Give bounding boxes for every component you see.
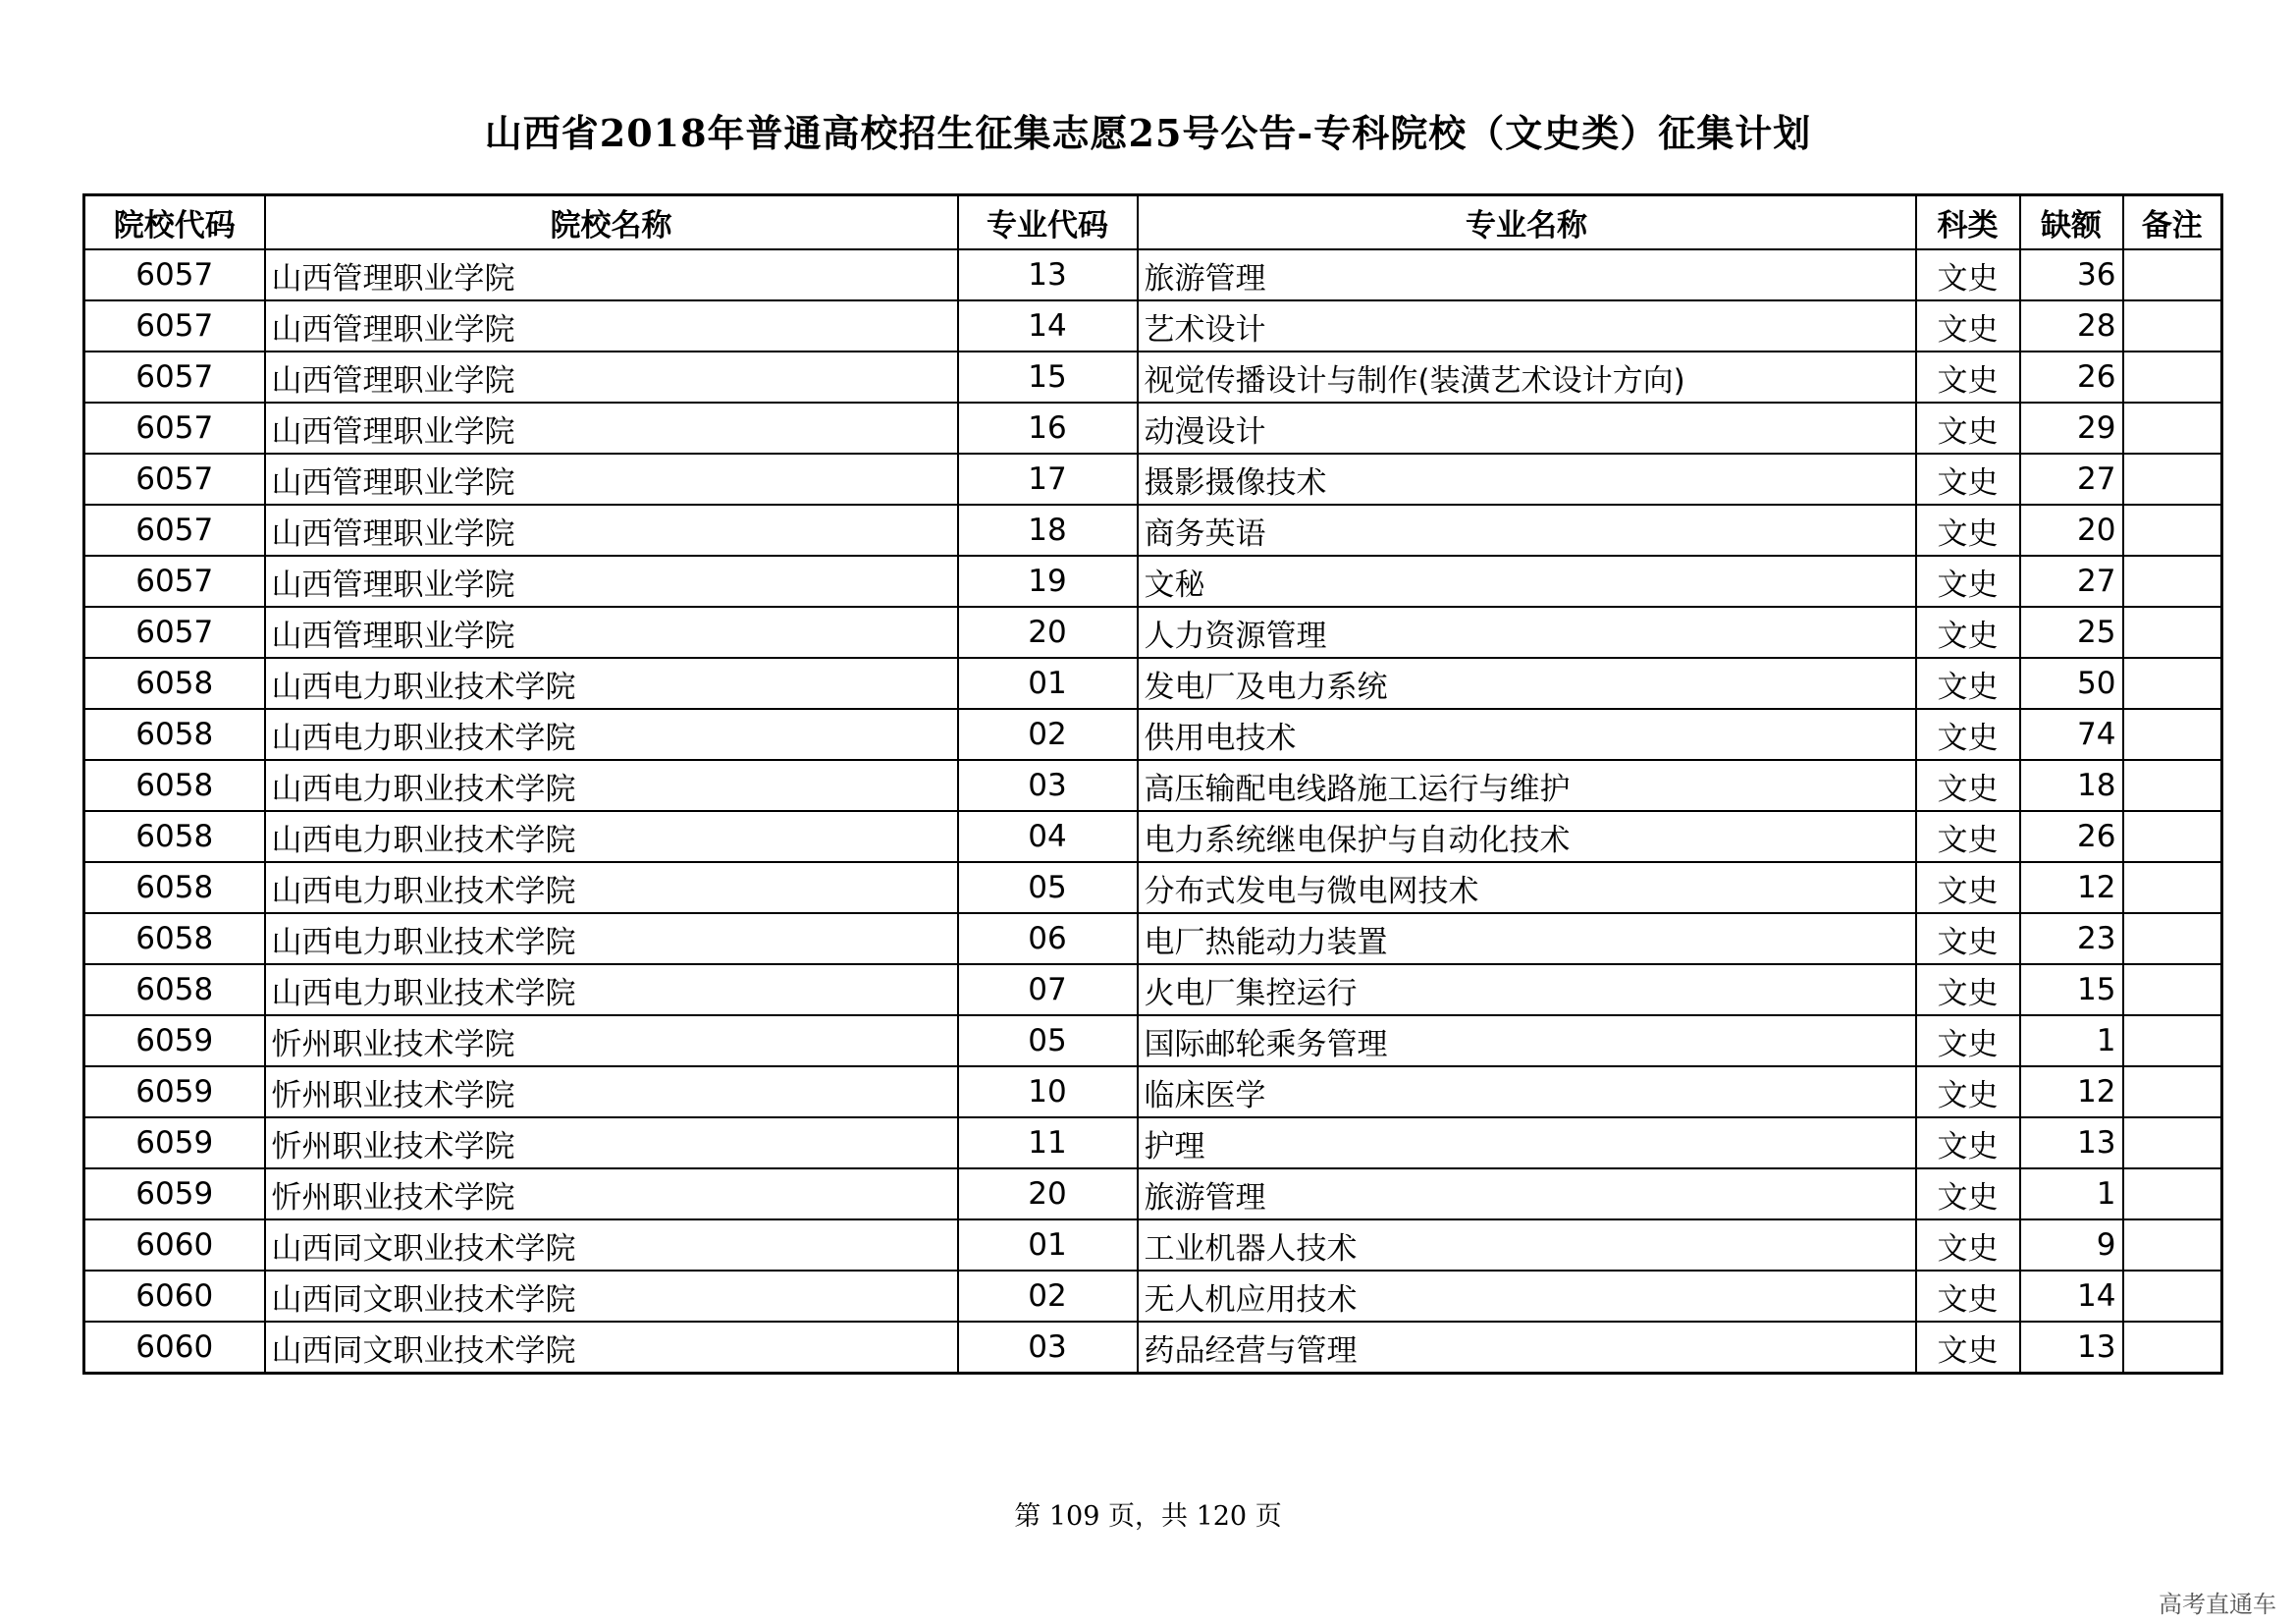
school-name-cell: 山西管理职业学院 (265, 352, 958, 403)
table-row (84, 1168, 2222, 1219)
school-code-cell: 6059 (84, 1168, 265, 1219)
major-code-cell: 01 (958, 658, 1138, 709)
school-code-cell: 6057 (84, 454, 265, 505)
remarks-cell (2123, 1322, 2222, 1374)
major-name-cell: 药品经营与管理 (1138, 1322, 1916, 1374)
major-name-cell: 护理 (1138, 1117, 1916, 1168)
school-code-cell: 6058 (84, 964, 265, 1015)
header-category: 科类 (1916, 195, 2020, 250)
table-body (84, 249, 2222, 1374)
remarks-cell (2123, 1219, 2222, 1271)
vacancy-cell: 15 (2020, 964, 2123, 1015)
category-cell: 文史 (1916, 862, 2020, 913)
major-name-cell: 电厂热能动力装置 (1138, 913, 1916, 964)
remarks-cell (2123, 760, 2222, 811)
major-name-cell: 电力系统继电保护与自动化技术 (1138, 811, 1916, 862)
table-row (84, 760, 2222, 811)
table-row (84, 1219, 2222, 1271)
school-name-cell: 山西管理职业学院 (265, 607, 958, 658)
major-code-cell: 03 (958, 1322, 1138, 1374)
table-row (84, 862, 2222, 913)
remarks-cell (2123, 352, 2222, 403)
school-name-cell: 山西电力职业技术学院 (265, 811, 958, 862)
major-code-cell: 07 (958, 964, 1138, 1015)
vacancy-cell: 25 (2020, 607, 2123, 658)
vacancy-cell: 13 (2020, 1322, 2123, 1374)
school-name-cell: 山西管理职业学院 (265, 249, 958, 300)
table-row (84, 658, 2222, 709)
school-code-cell: 6059 (84, 1117, 265, 1168)
major-name-cell: 视觉传播设计与制作(装潢艺术设计方向) (1138, 352, 1916, 403)
vacancy-cell: 27 (2020, 454, 2123, 505)
remarks-cell (2123, 964, 2222, 1015)
table-row (84, 1066, 2222, 1117)
table-row (84, 300, 2222, 352)
table-row (84, 1015, 2222, 1066)
major-name-cell: 文秘 (1138, 556, 1916, 607)
school-name-cell: 山西同文职业技术学院 (265, 1271, 958, 1322)
vacancy-cell: 12 (2020, 862, 2123, 913)
major-code-cell: 18 (958, 505, 1138, 556)
vacancy-cell: 74 (2020, 709, 2123, 760)
enrollment-plan-table (82, 193, 2223, 1375)
vacancy-cell: 36 (2020, 249, 2123, 300)
school-code-cell: 6060 (84, 1322, 265, 1374)
vacancy-cell: 20 (2020, 505, 2123, 556)
header-vacancy: 缺额 (2020, 195, 2123, 250)
major-name-cell: 动漫设计 (1138, 403, 1916, 454)
table-row (84, 1271, 2222, 1322)
vacancy-cell: 26 (2020, 811, 2123, 862)
remarks-cell (2123, 505, 2222, 556)
school-code-cell: 6057 (84, 403, 265, 454)
table-row (84, 403, 2222, 454)
school-name-cell: 山西管理职业学院 (265, 556, 958, 607)
school-name-cell: 山西电力职业技术学院 (265, 913, 958, 964)
school-name-cell: 山西管理职业学院 (265, 505, 958, 556)
school-code-cell: 6057 (84, 607, 265, 658)
school-name-cell: 忻州职业技术学院 (265, 1117, 958, 1168)
school-name-cell: 山西电力职业技术学院 (265, 964, 958, 1015)
table-header-row (84, 195, 2222, 250)
table-row (84, 249, 2222, 300)
category-cell: 文史 (1916, 1271, 2020, 1322)
school-name-cell: 山西管理职业学院 (265, 300, 958, 352)
major-code-cell: 04 (958, 811, 1138, 862)
school-name-cell: 忻州职业技术学院 (265, 1015, 958, 1066)
remarks-cell (2123, 556, 2222, 607)
major-code-cell: 05 (958, 862, 1138, 913)
remarks-cell (2123, 607, 2222, 658)
vacancy-cell: 23 (2020, 913, 2123, 964)
category-cell: 文史 (1916, 709, 2020, 760)
category-cell: 文史 (1916, 760, 2020, 811)
category-cell: 文史 (1916, 1322, 2020, 1374)
school-code-cell: 6059 (84, 1066, 265, 1117)
school-code-cell: 6057 (84, 505, 265, 556)
table-row (84, 913, 2222, 964)
category-cell: 文史 (1916, 454, 2020, 505)
school-name-cell: 山西电力职业技术学院 (265, 760, 958, 811)
header-school-name: 院校名称 (265, 195, 958, 250)
remarks-cell (2123, 1066, 2222, 1117)
major-code-cell: 17 (958, 454, 1138, 505)
category-cell: 文史 (1916, 1168, 2020, 1219)
vacancy-cell: 9 (2020, 1219, 2123, 1271)
category-cell: 文史 (1916, 352, 2020, 403)
school-code-cell: 6059 (84, 1015, 265, 1066)
major-code-cell: 10 (958, 1066, 1138, 1117)
table-row (84, 505, 2222, 556)
school-code-cell: 6058 (84, 862, 265, 913)
remarks-cell (2123, 862, 2222, 913)
vacancy-cell: 1 (2020, 1168, 2123, 1219)
table-row (84, 454, 2222, 505)
vacancy-cell: 12 (2020, 1066, 2123, 1117)
school-code-cell: 6057 (84, 556, 265, 607)
remarks-cell (2123, 1168, 2222, 1219)
remarks-cell (2123, 1015, 2222, 1066)
school-name-cell: 山西电力职业技术学院 (265, 862, 958, 913)
school-name-cell: 山西管理职业学院 (265, 454, 958, 505)
vacancy-cell: 13 (2020, 1117, 2123, 1168)
table-row (84, 811, 2222, 862)
major-name-cell: 商务英语 (1138, 505, 1916, 556)
remarks-cell (2123, 300, 2222, 352)
category-cell: 文史 (1916, 913, 2020, 964)
major-name-cell: 无人机应用技术 (1138, 1271, 1916, 1322)
table-row (84, 352, 2222, 403)
vacancy-cell: 50 (2020, 658, 2123, 709)
major-code-cell: 15 (958, 352, 1138, 403)
school-name-cell: 忻州职业技术学院 (265, 1168, 958, 1219)
school-name-cell: 山西电力职业技术学院 (265, 709, 958, 760)
table-row (84, 709, 2222, 760)
page-footer: 第 109 页，共 120 页 (1014, 1501, 1282, 1532)
remarks-cell (2123, 403, 2222, 454)
category-cell: 文史 (1916, 300, 2020, 352)
major-code-cell: 05 (958, 1015, 1138, 1066)
category-cell: 文史 (1916, 607, 2020, 658)
page-title: 山西省2018年普通高校招生征集志愿25号公告-专科院校（文史类）征集计划 (484, 111, 1812, 155)
major-code-cell: 03 (958, 760, 1138, 811)
remarks-cell (2123, 454, 2222, 505)
vacancy-cell: 27 (2020, 556, 2123, 607)
major-name-cell: 发电厂及电力系统 (1138, 658, 1916, 709)
header-remarks: 备注 (2123, 195, 2222, 250)
major-code-cell: 16 (958, 403, 1138, 454)
category-cell: 文史 (1916, 964, 2020, 1015)
major-name-cell: 旅游管理 (1138, 1168, 1916, 1219)
major-name-cell: 临床医学 (1138, 1066, 1916, 1117)
school-code-cell: 6058 (84, 811, 265, 862)
major-code-cell: 14 (958, 300, 1138, 352)
major-name-cell: 供用电技术 (1138, 709, 1916, 760)
category-cell: 文史 (1916, 505, 2020, 556)
vacancy-cell: 1 (2020, 1015, 2123, 1066)
remarks-cell (2123, 1117, 2222, 1168)
school-name-cell: 山西管理职业学院 (265, 403, 958, 454)
school-code-cell: 6060 (84, 1219, 265, 1271)
category-cell: 文史 (1916, 1117, 2020, 1168)
school-code-cell: 6060 (84, 1271, 265, 1322)
category-cell: 文史 (1916, 1219, 2020, 1271)
school-code-cell: 6058 (84, 760, 265, 811)
header-major-name: 专业名称 (1138, 195, 1916, 250)
major-code-cell: 02 (958, 709, 1138, 760)
remarks-cell (2123, 811, 2222, 862)
category-cell: 文史 (1916, 658, 2020, 709)
major-name-cell: 国际邮轮乘务管理 (1138, 1015, 1916, 1066)
major-name-cell: 人力资源管理 (1138, 607, 1916, 658)
category-cell: 文史 (1916, 249, 2020, 300)
major-name-cell: 工业机器人技术 (1138, 1219, 1916, 1271)
category-cell: 文史 (1916, 556, 2020, 607)
major-code-cell: 13 (958, 249, 1138, 300)
table-row (84, 556, 2222, 607)
school-code-cell: 6058 (84, 709, 265, 760)
school-name-cell: 山西同文职业技术学院 (265, 1219, 958, 1271)
remarks-cell (2123, 1271, 2222, 1322)
vacancy-cell: 18 (2020, 760, 2123, 811)
school-code-cell: 6057 (84, 352, 265, 403)
major-code-cell: 11 (958, 1117, 1138, 1168)
table-row (84, 607, 2222, 658)
school-code-cell: 6057 (84, 300, 265, 352)
school-code-cell: 6058 (84, 913, 265, 964)
major-name-cell: 高压输配电线路施工运行与维护 (1138, 760, 1916, 811)
watermark: 高考直通车 (2159, 1591, 2276, 1618)
category-cell: 文史 (1916, 811, 2020, 862)
major-code-cell: 01 (958, 1219, 1138, 1271)
major-code-cell: 20 (958, 1168, 1138, 1219)
category-cell: 文史 (1916, 403, 2020, 454)
category-cell: 文史 (1916, 1015, 2020, 1066)
major-name-cell: 旅游管理 (1138, 249, 1916, 300)
school-code-cell: 6058 (84, 658, 265, 709)
major-code-cell: 06 (958, 913, 1138, 964)
major-name-cell: 火电厂集控运行 (1138, 964, 1916, 1015)
major-name-cell: 艺术设计 (1138, 300, 1916, 352)
school-name-cell: 忻州职业技术学院 (265, 1066, 958, 1117)
vacancy-cell: 14 (2020, 1271, 2123, 1322)
vacancy-cell: 29 (2020, 403, 2123, 454)
vacancy-cell: 28 (2020, 300, 2123, 352)
vacancy-cell: 26 (2020, 352, 2123, 403)
header-school-code: 院校代码 (84, 195, 265, 250)
school-name-cell: 山西同文职业技术学院 (265, 1322, 958, 1374)
major-code-cell: 19 (958, 556, 1138, 607)
table-row (84, 1322, 2222, 1374)
remarks-cell (2123, 913, 2222, 964)
school-code-cell: 6057 (84, 249, 265, 300)
header-major-code: 专业代码 (958, 195, 1138, 250)
major-name-cell: 分布式发电与微电网技术 (1138, 862, 1916, 913)
table-row (84, 1117, 2222, 1168)
major-code-cell: 02 (958, 1271, 1138, 1322)
school-name-cell: 山西电力职业技术学院 (265, 658, 958, 709)
table-row (84, 964, 2222, 1015)
major-code-cell: 20 (958, 607, 1138, 658)
major-name-cell: 摄影摄像技术 (1138, 454, 1916, 505)
remarks-cell (2123, 709, 2222, 760)
category-cell: 文史 (1916, 1066, 2020, 1117)
remarks-cell (2123, 249, 2222, 300)
remarks-cell (2123, 658, 2222, 709)
